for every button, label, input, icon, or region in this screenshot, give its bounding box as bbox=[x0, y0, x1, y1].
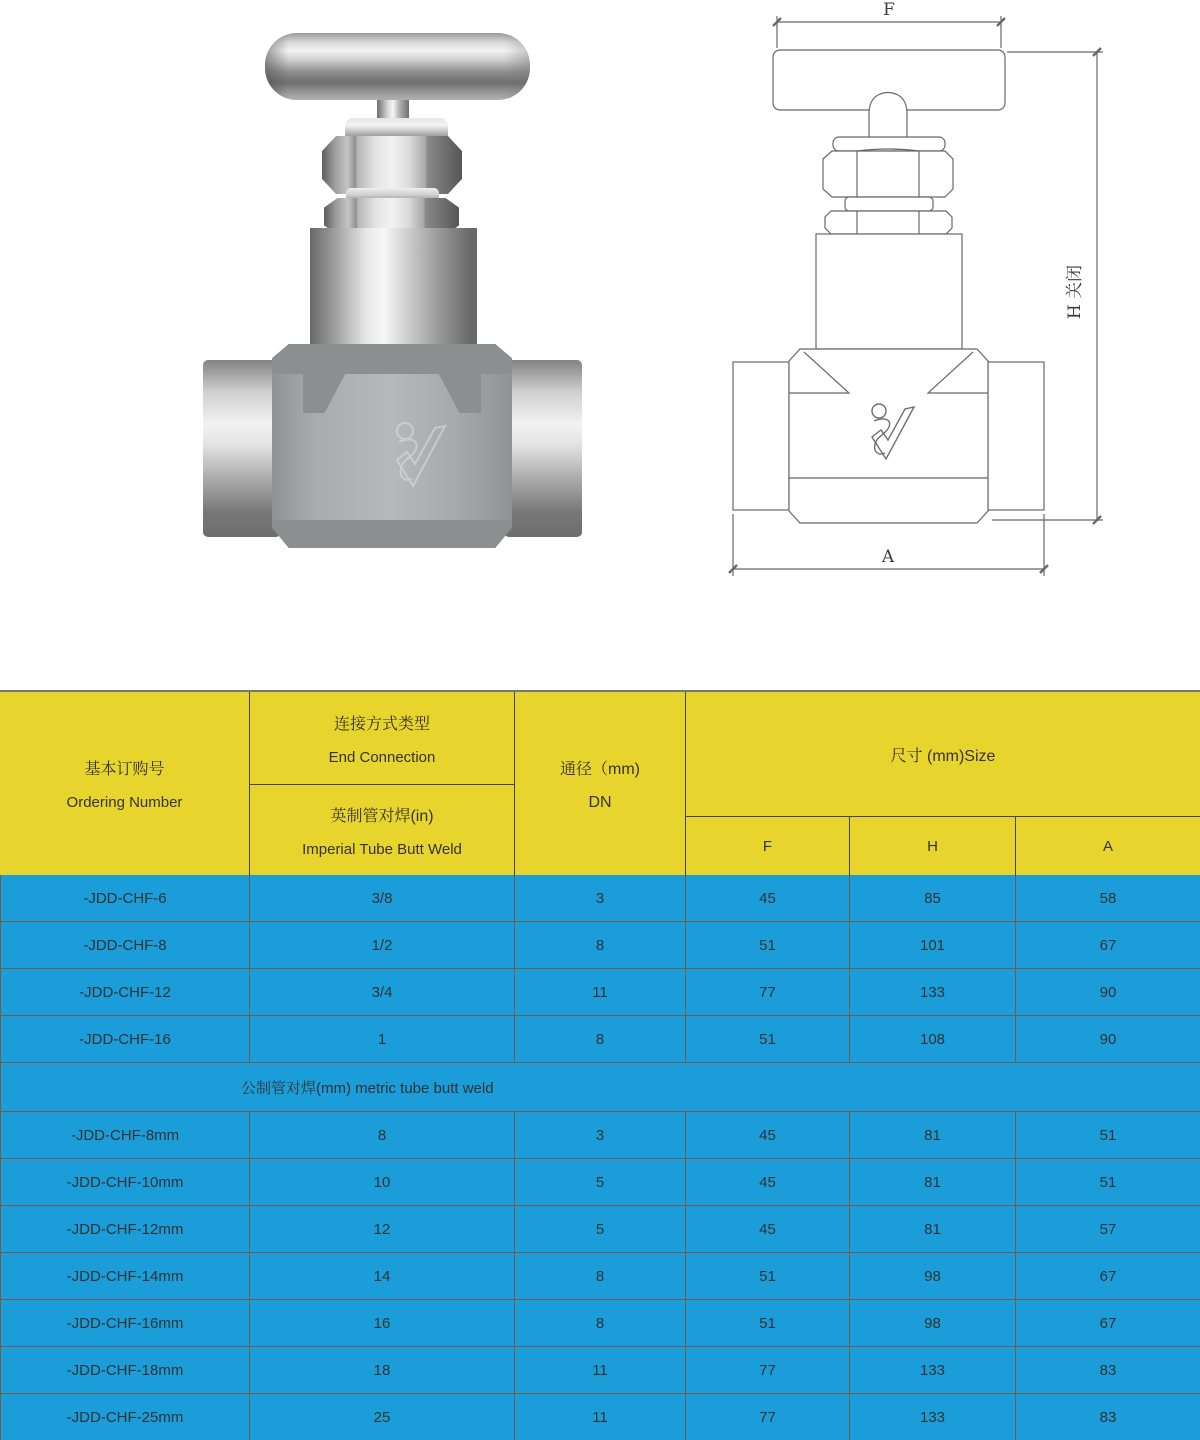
cell-connection: 3/4 bbox=[250, 969, 515, 1016]
header-end-connection-group bbox=[250, 692, 515, 875]
header-dn-zh: 通径（mm) bbox=[560, 760, 640, 778]
cell-f: 77 bbox=[686, 1347, 850, 1394]
cell-f: 45 bbox=[686, 875, 850, 922]
cell-connection: 25 bbox=[250, 1394, 515, 1440]
cell-dn: 11 bbox=[515, 969, 686, 1016]
cell-f: 51 bbox=[686, 1300, 850, 1347]
cell-a: 83 bbox=[1016, 1347, 1200, 1394]
drawing-bonnet bbox=[816, 234, 962, 349]
dim-f-label: F bbox=[883, 0, 895, 20]
cell-h: 98 bbox=[850, 1300, 1016, 1347]
cell-a: 51 bbox=[1016, 1112, 1200, 1159]
cell-connection: 10 bbox=[250, 1159, 515, 1206]
cell-a: 51 bbox=[1016, 1159, 1200, 1206]
header-dn-en: DN bbox=[588, 793, 612, 811]
cell-dn: 3 bbox=[515, 1112, 686, 1159]
cell-order: -JDD-CHF-12mm bbox=[0, 1206, 250, 1253]
valve-photo-left-port bbox=[203, 360, 281, 537]
metric-section-label: 公制管对焊(mm) metric tube butt weld bbox=[241, 1079, 494, 1097]
table-row bbox=[0, 1300, 1200, 1347]
header-ordering-zh: 基本订购号 bbox=[84, 761, 165, 778]
cell-f: 77 bbox=[686, 1394, 850, 1440]
spec-table-header bbox=[0, 690, 1200, 875]
drawing-bonnet-nut bbox=[825, 211, 952, 234]
table-row bbox=[0, 922, 1200, 969]
header-ordering-en: Ordering Number bbox=[66, 794, 183, 811]
cell-a: 83 bbox=[1016, 1394, 1200, 1440]
header-imperial-en: Imperial Tube Butt Weld bbox=[302, 840, 462, 858]
cell-a: 67 bbox=[1016, 922, 1200, 969]
table-row bbox=[0, 1253, 1200, 1300]
header-size-group bbox=[686, 692, 1200, 875]
header-connection-zh: 连接方式类型 bbox=[333, 715, 430, 733]
cell-order: -JDD-CHF-18mm bbox=[0, 1347, 250, 1394]
drawing-stem bbox=[869, 93, 907, 138]
header-end-connection bbox=[250, 692, 514, 785]
cell-order: -JDD-CHF-8mm bbox=[0, 1112, 250, 1159]
cell-order: -JDD-CHF-8 bbox=[0, 922, 250, 969]
cell-dn: 11 bbox=[515, 1347, 686, 1394]
cell-dn: 8 bbox=[515, 1300, 686, 1347]
brand-checkmark-logo-watermark bbox=[385, 420, 449, 494]
cell-h: 81 bbox=[850, 1112, 1016, 1159]
cell-order: -JDD-CHF-6 bbox=[0, 875, 250, 922]
header-col-a: A bbox=[1102, 837, 1113, 855]
header-ordering-number bbox=[0, 692, 250, 875]
cell-dn: 8 bbox=[515, 1016, 686, 1063]
cell-h: 85 bbox=[850, 875, 1016, 922]
valve-photo-right-port bbox=[504, 360, 582, 537]
header-imperial-zh: 英制管对焊(in) bbox=[330, 807, 434, 825]
header-dn bbox=[515, 692, 686, 875]
cell-h: 101 bbox=[850, 922, 1016, 969]
cell-connection: 8 bbox=[250, 1112, 515, 1159]
drawing-collar bbox=[845, 197, 933, 211]
table-row bbox=[0, 1347, 1200, 1394]
cell-a: 90 bbox=[1016, 1016, 1200, 1063]
cell-a: 67 bbox=[1016, 1300, 1200, 1347]
table-row bbox=[0, 1016, 1200, 1063]
cell-h: 81 bbox=[850, 1159, 1016, 1206]
cell-connection: 1/2 bbox=[250, 922, 515, 969]
table-row bbox=[0, 1206, 1200, 1253]
cell-f: 45 bbox=[686, 1206, 850, 1253]
cell-order: -JDD-CHF-12 bbox=[0, 969, 250, 1016]
header-size-label: 尺寸 (mm)Size bbox=[890, 747, 996, 765]
body-shade bbox=[272, 520, 512, 548]
cell-h: 81 bbox=[850, 1206, 1016, 1253]
dim-h-label: H 关闭 bbox=[1065, 264, 1085, 320]
header-imperial-butt-weld bbox=[250, 785, 514, 875]
header-size bbox=[686, 692, 1200, 817]
header-size-subcolumns bbox=[686, 817, 1200, 875]
cell-order: -JDD-CHF-14mm bbox=[0, 1253, 250, 1300]
cell-dn: 3 bbox=[515, 875, 686, 922]
table-row bbox=[0, 875, 1200, 922]
cell-h: 133 bbox=[850, 969, 1016, 1016]
cell-h: 133 bbox=[850, 1347, 1016, 1394]
cell-connection: 14 bbox=[250, 1253, 515, 1300]
cell-order: -JDD-CHF-16mm bbox=[0, 1300, 250, 1347]
drawing-body bbox=[789, 349, 988, 523]
cell-connection: 12 bbox=[250, 1206, 515, 1253]
cell-a: 58 bbox=[1016, 875, 1200, 922]
header-col-h: H bbox=[850, 817, 1016, 875]
cell-h: 98 bbox=[850, 1253, 1016, 1300]
cell-order: -JDD-CHF-16 bbox=[0, 1016, 250, 1063]
spec-table-body bbox=[0, 875, 1200, 1440]
cell-connection: 3/8 bbox=[250, 875, 515, 922]
table-row bbox=[0, 1112, 1200, 1159]
header-col-f: F bbox=[686, 817, 850, 875]
cell-f: 51 bbox=[686, 1016, 850, 1063]
header-connection-en: End Connection bbox=[328, 748, 436, 766]
cell-connection: 1 bbox=[250, 1016, 515, 1063]
cell-f: 51 bbox=[686, 922, 850, 969]
cell-connection: 16 bbox=[250, 1300, 515, 1347]
valve-photo-bonnet bbox=[310, 228, 477, 350]
cell-order: -JDD-CHF-25mm bbox=[0, 1394, 250, 1440]
cell-dn: 11 bbox=[515, 1394, 686, 1440]
cell-h: 108 bbox=[850, 1016, 1016, 1063]
valve-photo-t-handle bbox=[265, 33, 530, 100]
cell-f: 45 bbox=[686, 1112, 850, 1159]
drawing-left-port bbox=[733, 362, 789, 510]
cell-dn: 8 bbox=[515, 922, 686, 969]
cell-dn: 8 bbox=[515, 1253, 686, 1300]
cell-order: -JDD-CHF-10mm bbox=[0, 1159, 250, 1206]
cell-f: 77 bbox=[686, 969, 850, 1016]
valve-technical-drawing bbox=[700, 0, 1200, 630]
cell-dn: 5 bbox=[515, 1159, 686, 1206]
spec-table bbox=[0, 690, 1200, 1440]
metric-section-row bbox=[0, 1063, 1200, 1112]
cell-a: 67 bbox=[1016, 1253, 1200, 1300]
cell-f: 51 bbox=[686, 1253, 850, 1300]
drawing-right-port bbox=[988, 362, 1044, 510]
table-row bbox=[0, 969, 1200, 1016]
drawing-packing-nut bbox=[823, 151, 953, 197]
cell-connection: 18 bbox=[250, 1347, 515, 1394]
body-facet bbox=[303, 373, 368, 413]
body-shade bbox=[272, 344, 512, 374]
dim-a-label: A bbox=[881, 547, 895, 567]
table-row bbox=[0, 1159, 1200, 1206]
cell-a: 90 bbox=[1016, 969, 1200, 1016]
cell-dn: 5 bbox=[515, 1206, 686, 1253]
valve-photo-packing-nut bbox=[322, 136, 462, 194]
cell-a: 57 bbox=[1016, 1206, 1200, 1253]
table-row bbox=[0, 1394, 1200, 1440]
body-facet bbox=[416, 373, 481, 413]
cell-f: 45 bbox=[686, 1159, 850, 1206]
cell-h: 133 bbox=[850, 1394, 1016, 1440]
